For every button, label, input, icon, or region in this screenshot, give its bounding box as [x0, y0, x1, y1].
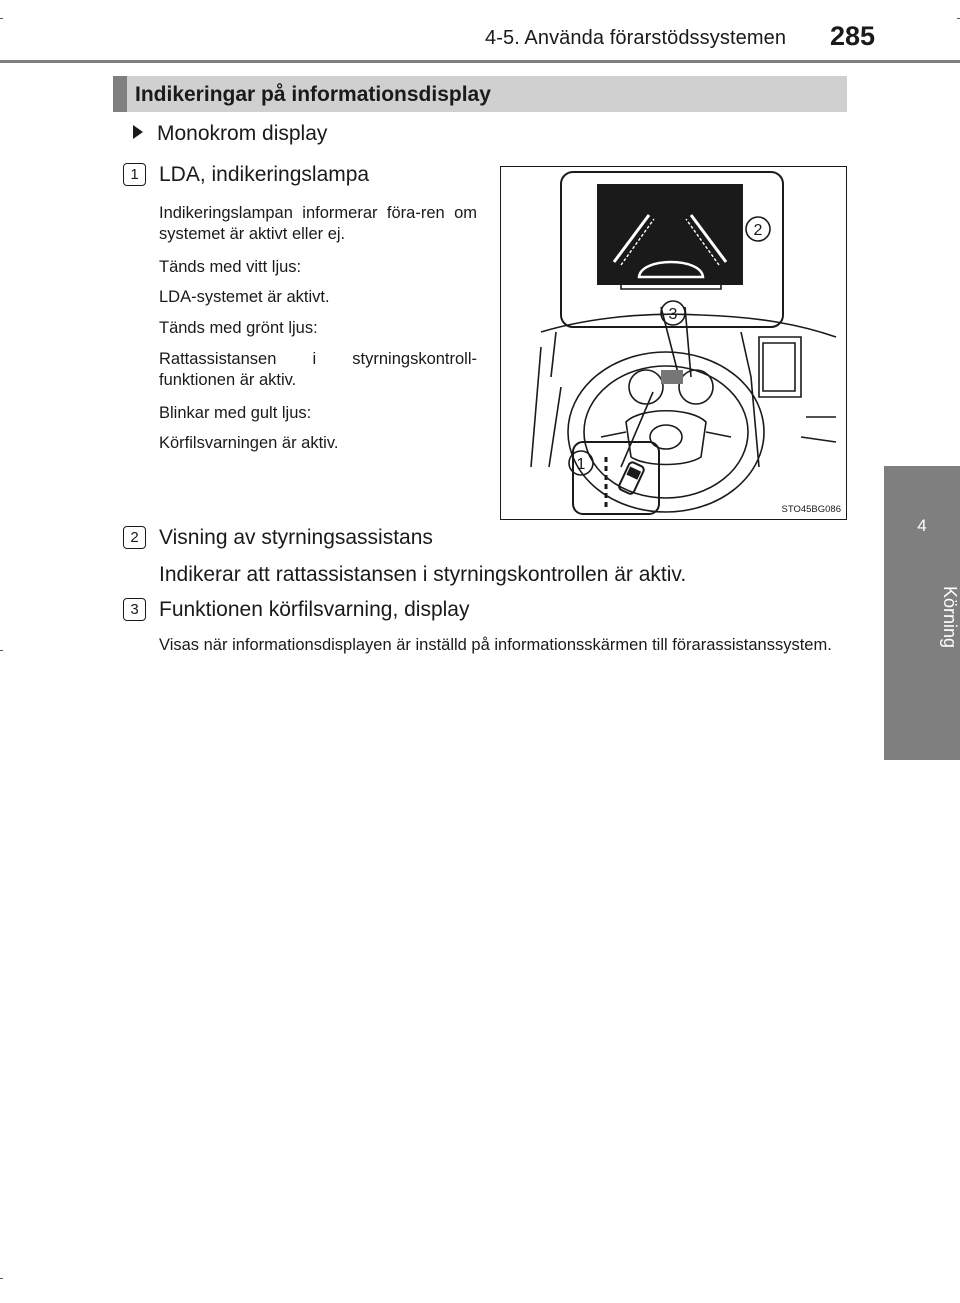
- item-paragraph: Indikeringslampan informerar föra-ren om systemet är aktivt eller ej.: [159, 204, 477, 243]
- item-title: Visning av styrningsassistans: [159, 526, 433, 549]
- running-header-title: 4-5. Använda förarstödssystemen: [485, 27, 787, 49]
- item-paragraph: Blinkar med gult ljus:: [159, 404, 312, 422]
- item-paragraph: Tänds med vitt ljus:: [159, 258, 302, 276]
- dashboard-illustration: [500, 166, 847, 520]
- callout-3: 3: [668, 306, 678, 323]
- item-paragraph: Indikerar att rattassistansen i styrningskontrollen är aktiv.: [159, 563, 687, 586]
- chapter-number: 4: [917, 516, 927, 535]
- callout-2: 2: [753, 222, 763, 239]
- item-number-badge: 1: [123, 163, 146, 186]
- item-paragraph: Körfilsvarningen är aktiv.: [159, 434, 339, 452]
- item-paragraph: Visas när informationsdisplayen är inställd på informationsskärmen till förarassistanssystem.: [159, 636, 832, 654]
- section-heading-title: Indikeringar på informationsdisplay: [135, 83, 491, 106]
- chapter-label: Körning: [940, 586, 960, 649]
- subheading: [133, 122, 327, 146]
- item-title: LDA, indikeringslampa: [159, 163, 370, 186]
- item-number-badge: 3: [123, 598, 146, 621]
- item-paragraph: Rattassistansen i styrningskontroll-funktionen är aktiv.: [159, 350, 477, 389]
- header-rule: [0, 60, 960, 63]
- crop-mark: [0, 650, 3, 651]
- item-paragraph: LDA-systemet är aktivt.: [159, 288, 330, 306]
- item-title: Funktionen körfilsvarning, display: [159, 598, 470, 621]
- item-number-badge: 2: [123, 526, 146, 549]
- section-heading: [113, 76, 847, 112]
- dashboard-drawing: [501, 167, 845, 518]
- section-heading-accent: [113, 76, 127, 112]
- crop-mark: [0, 1278, 3, 1279]
- subheading-text: Monokrom display: [157, 122, 328, 145]
- triangle-bullet-icon: [133, 125, 143, 139]
- callout-1: 1: [576, 456, 586, 473]
- figure-code: STO45BG086: [781, 504, 841, 515]
- chapter-tab: [884, 466, 960, 760]
- item-paragraph: Tänds med grönt ljus:: [159, 319, 318, 337]
- page-number: 285: [830, 21, 876, 51]
- crop-mark: [0, 18, 3, 19]
